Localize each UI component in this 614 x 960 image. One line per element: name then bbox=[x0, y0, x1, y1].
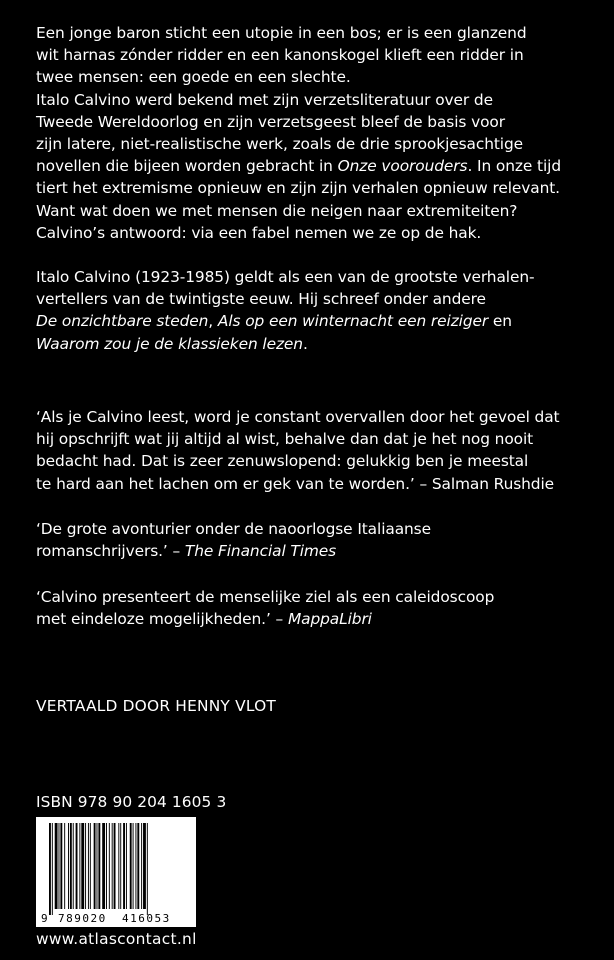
translator-credit: VERTAALD DOOR HENNY VLOT bbox=[36, 697, 276, 715]
text-line: ‘Als je Calvino leest, word je constant overvallen door het gevoel dat bbox=[36, 408, 560, 426]
barcode-bar bbox=[52, 823, 53, 915]
barcode-bar bbox=[59, 823, 60, 909]
barcode-bar bbox=[73, 823, 74, 909]
barcode-bar bbox=[137, 823, 139, 909]
barcode-bar bbox=[79, 823, 80, 909]
text-segment: en bbox=[488, 312, 512, 331]
quote-source: The Financial Times bbox=[184, 542, 337, 561]
text-line: hij opschrijft wat jij altijd al wist, behalve dan dat je het nog nooit bbox=[36, 430, 534, 449]
text-segment: met eindeloze mogelijkheden.’ – bbox=[36, 610, 288, 629]
text-line: bedacht had. Dat is zeer zenuwslopend: gelukkig ben je meestal bbox=[36, 452, 529, 471]
text-line: ‘Calvino presenteert de menselijke ziel als een caleidoscoop bbox=[36, 588, 495, 606]
text-segment: , bbox=[208, 312, 218, 331]
book-title: Waarom zou je de klassieken lezen bbox=[36, 334, 303, 353]
text-line: tiert het extremisme opnieuw en zijn zijn verhalen opnieuw relevant. bbox=[36, 179, 560, 198]
text-segment: . bbox=[302, 334, 308, 353]
text-line: Italo Calvino (1923-1985) geldt als een van de grootste verhalen- bbox=[36, 268, 535, 286]
barcode-bar bbox=[81, 823, 84, 909]
barcode-bar bbox=[130, 823, 132, 909]
text-line: vertellers van de twintigste eeuw. Hij schreef onder andere bbox=[36, 290, 486, 309]
text-line: zijn latere, niet-realistische werk, zoals de drie sprookjesachtige bbox=[36, 135, 524, 154]
barcode-bar bbox=[118, 823, 119, 909]
text-line bbox=[36, 540, 596, 562]
barcode-bar bbox=[60, 823, 62, 909]
barcode-digits-right: 416053 bbox=[122, 912, 171, 925]
text-line: twee mensen: een goede en een slechte. bbox=[36, 68, 351, 87]
barcode-bar bbox=[85, 823, 86, 909]
barcode-bar bbox=[106, 823, 107, 909]
isbn-number: ISBN 978 90 204 1605 3 bbox=[36, 793, 227, 811]
barcode-bar bbox=[114, 823, 116, 909]
text-line bbox=[36, 333, 596, 355]
barcode-bar bbox=[64, 823, 65, 909]
text-line: Een jonge baron sticht een utopie in een bos; er is een glanzend bbox=[36, 24, 527, 42]
barcode-bar bbox=[68, 823, 69, 909]
barcode-bar bbox=[98, 823, 100, 909]
quote-rushdie bbox=[36, 406, 596, 495]
text-line: ‘De grote avonturier onder de naoorlogse Italiaanse bbox=[36, 520, 431, 538]
barcode bbox=[36, 817, 196, 927]
text-line bbox=[36, 608, 596, 630]
barcode-bar bbox=[133, 823, 134, 909]
barcode-digits-left: 789020 bbox=[58, 912, 107, 925]
text-line: Calvino’s antwoord: via een fabel nemen we ze op de hak. bbox=[36, 223, 482, 242]
barcode-bar bbox=[55, 823, 58, 909]
barcode-bar bbox=[147, 823, 148, 915]
barcode-bar bbox=[94, 823, 96, 909]
book-title: De onzichtbare steden bbox=[36, 312, 209, 331]
text-line: Tweede Wereldoorlog en zijn verzetsgeest bleef de basis voor bbox=[36, 112, 505, 131]
quote-mappalibri bbox=[36, 586, 596, 630]
barcode-bar bbox=[70, 823, 72, 909]
text-segment: romanschrijvers.’ – bbox=[36, 542, 185, 561]
barcode-bar bbox=[143, 823, 146, 909]
barcode-bar bbox=[120, 823, 121, 909]
text-line: Want wat doen we met mensen die neigen naar extremiteiten? bbox=[36, 201, 518, 220]
barcode-bar bbox=[102, 823, 105, 909]
author-bio bbox=[36, 266, 596, 355]
text-line bbox=[36, 155, 596, 177]
text-segment: novellen die bijeen worden gebracht in bbox=[36, 157, 338, 176]
text-line: wit harnas zónder ridder en een kanonskogel klieft een ridder in bbox=[36, 46, 524, 65]
barcode-bar bbox=[76, 823, 78, 909]
barcode-bar bbox=[112, 823, 113, 909]
text-line: te hard aan het lachen om er gek van te worden.’ – Salman Rushdie bbox=[36, 474, 555, 493]
text-line: Italo Calvino werd bekend met zijn verzetsliteratuur over de bbox=[36, 90, 493, 109]
text-line bbox=[36, 310, 596, 332]
barcode-bars bbox=[49, 823, 148, 915]
quote-financial-times bbox=[36, 518, 596, 562]
barcode-bar bbox=[90, 823, 91, 909]
book-title: Onze voorouders bbox=[337, 157, 468, 176]
book-title: Als op een winternacht een reiziger bbox=[217, 312, 489, 331]
barcode-bar bbox=[109, 823, 110, 909]
quote-source: MappaLibri bbox=[287, 610, 372, 629]
barcode-bar bbox=[141, 823, 142, 909]
barcode-bar bbox=[97, 823, 98, 909]
barcode-graphic bbox=[36, 817, 196, 927]
barcode-bar bbox=[126, 823, 127, 909]
summary-paragraph bbox=[36, 22, 596, 244]
barcode-digit-lead: 9 bbox=[41, 912, 48, 925]
text-segment: . In onze tijd bbox=[467, 157, 561, 176]
publisher-website: www.atlascontact.nl bbox=[36, 930, 197, 948]
barcode-bar bbox=[135, 823, 136, 909]
barcode-bar bbox=[123, 823, 125, 909]
barcode-bar bbox=[88, 823, 89, 909]
barcode-bar bbox=[49, 823, 51, 915]
